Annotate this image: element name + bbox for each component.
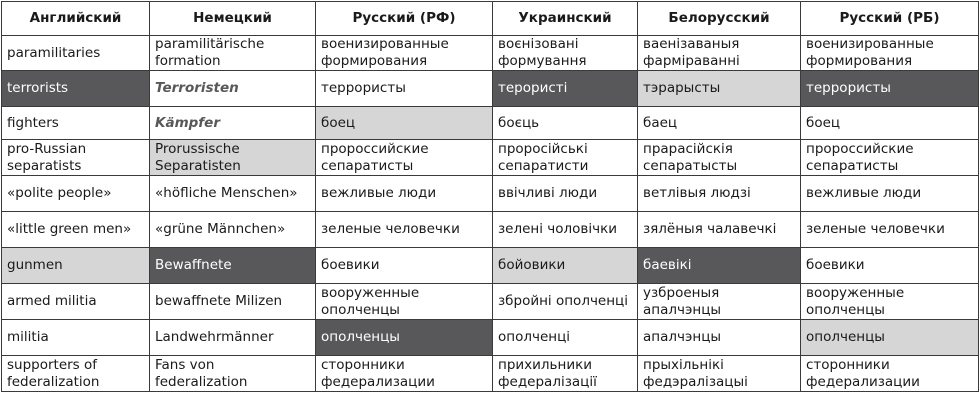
header-row <box>2 2 979 36</box>
table-cell: militia <box>2 320 150 356</box>
table-cell-highlight-light: Prorussische Separatisten <box>150 140 316 176</box>
table-row <box>2 212 979 248</box>
table-cell: вооруженные ополченцы <box>316 284 493 320</box>
table-cell-emphasis: Terroristen <box>150 71 316 107</box>
table-cell: боец <box>801 107 979 140</box>
header-ukrainian: Украинский <box>493 2 638 36</box>
table-cell: баец <box>638 107 801 140</box>
table-cell: pro-Russian separatists <box>2 140 150 176</box>
table-cell: збройні ополченці <box>493 284 638 320</box>
table-cell-highlight-dark: терористі <box>493 71 638 107</box>
table-cell: боєць <box>493 107 638 140</box>
table-cell: вооруженные ополченцы <box>801 284 979 320</box>
table-row <box>2 36 979 71</box>
table-cell: прихильники федералізації <box>493 356 638 392</box>
table-cell: сторонники федерализации <box>316 356 493 392</box>
table-cell-highlight-light: тэрарысты <box>638 71 801 107</box>
table-cell: «little green men» <box>2 212 150 248</box>
terminology-table <box>1 1 979 392</box>
header-german: Немецкий <box>150 2 316 36</box>
table-cell: «grüne Männchen» <box>150 212 316 248</box>
table-cell: paramilitärische formation <box>150 36 316 71</box>
table-cell: пророссийские сепаратисты <box>316 140 493 176</box>
table-cell: paramilitaries <box>2 36 150 71</box>
table-row <box>2 71 979 107</box>
table-row <box>2 320 979 356</box>
table-cell: вежливые люди <box>801 176 979 212</box>
table-row <box>2 284 979 320</box>
table-cell: узброеныя апалчэнцы <box>638 284 801 320</box>
table-cell: боевики <box>316 248 493 284</box>
table-cell-highlight-light: бойовики <box>493 248 638 284</box>
table-cell-highlight-dark: Bewaffnete <box>150 248 316 284</box>
table-row <box>2 248 979 284</box>
table-row <box>2 176 979 212</box>
table-cell: воєнізовані формування <box>493 36 638 71</box>
table-cell: fighters <box>2 107 150 140</box>
table-cell: «höfliche Menschen» <box>150 176 316 212</box>
table-cell-highlight-light: боец <box>316 107 493 140</box>
table-cell: боевики <box>801 248 979 284</box>
table-row <box>2 140 979 176</box>
table-cell: пророссийские сепаратисты <box>801 140 979 176</box>
table-cell-highlight-light: ополченцы <box>801 320 979 356</box>
table-cell: supporters of federalization <box>2 356 150 392</box>
table-cell: апалчэнцы <box>638 320 801 356</box>
table-cell: проросійські сепаратисти <box>493 140 638 176</box>
table-cell: Fans von federalization <box>150 356 316 392</box>
table-cell: военизированные формирования <box>316 36 493 71</box>
table-cell: зеленые человечки <box>801 212 979 248</box>
table-cell: ополченці <box>493 320 638 356</box>
header-english: Английский <box>2 2 150 36</box>
table-cell: прарасійскія сепаратысты <box>638 140 801 176</box>
table-cell: armed militia <box>2 284 150 320</box>
table-cell-highlight-dark: террористы <box>801 71 979 107</box>
header-belarusian: Белорусский <box>638 2 801 36</box>
header-russian-rf: Русский (РФ) <box>316 2 493 36</box>
table-cell-highlight-dark: terrorists <box>2 71 150 107</box>
table-cell: вежливые люди <box>316 176 493 212</box>
table-cell: сторонники федерализации <box>801 356 979 392</box>
table-row <box>2 107 979 140</box>
table-cell-highlight-light: gunmen <box>2 248 150 284</box>
table-cell: зелені чоловічки <box>493 212 638 248</box>
table-cell: «polite people» <box>2 176 150 212</box>
table-cell: зялёныя чалавечкі <box>638 212 801 248</box>
table-cell: зеленые человечки <box>316 212 493 248</box>
table-row <box>2 356 979 392</box>
table-cell: военизированные формирования <box>801 36 979 71</box>
table-cell-emphasis: Kämpfer <box>150 107 316 140</box>
table-cell: ввічливі люди <box>493 176 638 212</box>
table-cell: ваенізаваныя фарміраванні <box>638 36 801 71</box>
table-cell-highlight-dark: баевікі <box>638 248 801 284</box>
table-cell-highlight-dark: ополченцы <box>316 320 493 356</box>
header-russian-rb: Русский (РБ) <box>801 2 979 36</box>
table-cell: ветлівыя людзі <box>638 176 801 212</box>
table-cell: прыхільнікі федэралізацыі <box>638 356 801 392</box>
table-cell: Landwehrmänner <box>150 320 316 356</box>
table-cell: bewaffnete Milizen <box>150 284 316 320</box>
table-cell: террористы <box>316 71 493 107</box>
